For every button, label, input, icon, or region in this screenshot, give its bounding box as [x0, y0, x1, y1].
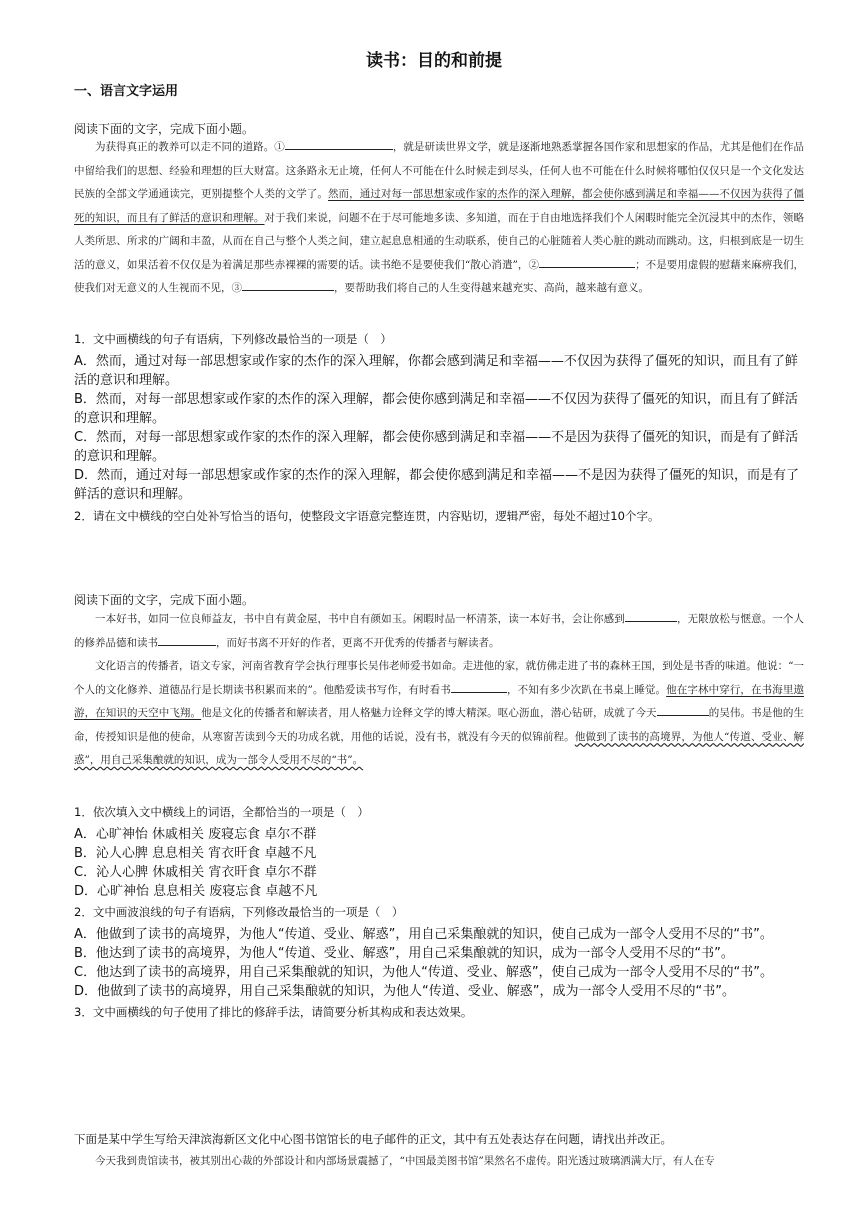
- passage-paragraph: [74, 136, 804, 301]
- passage-text: ；不是要用虚假的慰藉来麻痹我们，使我们对无意义的人生视而不见，③: [74, 258, 805, 294]
- option-d[interactable]: D．他做到了读书的高境界，用自己采集酿就的知识，为他人“传道、受业、解惑”，成为一部令人受用不尽的“书”。: [74, 984, 735, 999]
- passage-paragraph: [74, 655, 804, 773]
- question-1: 1．依次填入文中横线上的词语，全都恰当的一项是（ ）: [74, 805, 369, 819]
- fill-blank-1[interactable]: [285, 137, 393, 150]
- fill-blank-3[interactable]: [451, 680, 507, 693]
- fill-blank-2[interactable]: [539, 255, 635, 268]
- option-d[interactable]: D．然而，通过对每一部思想家或作家的杰作的深入理解，都会使你感到满足和幸福——不是因为获得了僵死的知识，而是有了鲜活的意识和理解。: [74, 468, 800, 502]
- part3-intro: 下面是某中学生写给天津滨海新区文化中心图书馆馆长的电子邮件的正文，其中有五处表达存在问题，请找出并改正。: [74, 1132, 672, 1146]
- fill-blank-2[interactable]: [158, 633, 216, 646]
- option-a[interactable]: A．他做到了读书的高境界，为他人“传道、受业、解惑”，用自己采集酿就的知识，使自己成为一部令人受用不尽的“书”。: [74, 927, 773, 942]
- passage-text: 他是文化的传播者和解读者，用人格魅力诠释文学的博大精深。呕心沥血，潜心钻研，成就了今天: [201, 707, 657, 719]
- passage-text: ，要帮助我们将自己的人生变得越来越充实、高尚，越来越有意义。: [334, 282, 649, 294]
- option-b[interactable]: B．沁人心脾 息息相关 宵衣旰食 卓越不凡: [74, 846, 317, 861]
- question-2: 2．请在文中横线的空白处补写恰当的语句，使整段文字语意完整连贯，内容贴切，逻辑严密，每处不超过10个字。: [74, 509, 660, 523]
- option-c[interactable]: C．沁人心脾 休戚相关 宵衣旰食 卓尔不群: [74, 865, 317, 880]
- question-1: 1．文中画横线的句子有语病，下列修改最恰当的一项是（ ）: [74, 332, 392, 346]
- passage-paragraph: 今天我到贵馆读书，被其别出心裁的外部设计和内部场景震撼了，“中国最美图书馆”果然名不虚传。阳光透过玻璃洒满大厅，有人在专: [95, 1155, 715, 1167]
- fill-blank-3[interactable]: [242, 278, 334, 291]
- question-3: 3．文中画横线的句子使用了排比的修辞手法，请简要分析其构成和表达效果。: [74, 1005, 473, 1019]
- fill-blank-4[interactable]: [657, 703, 709, 716]
- underlined-sentence: 他在字林中穿行，在书海里遨游，在知识的天空中飞翔。: [74, 683, 804, 719]
- wavy-underlined-sentence: 他做到了读书的高境界，为他人“传道、受业、解惑”，用自己采集酿就的知识，成为一部令人受用不尽的“书”。: [74, 730, 804, 766]
- passage-text: 的吴伟。书是他的生命，传授知识是他的使命，从寒窗苦读到今天的功成名就，用他的话说，没有书，就没有今天的似锦前程。: [74, 707, 804, 743]
- question-2: 2．文中画波浪线的句子有语病，下列修改最恰当的一项是（ ）: [74, 905, 404, 919]
- passage-text: ，不知有多少次趴在书桌上睡觉。: [506, 683, 667, 696]
- passage-paragraph: [74, 608, 804, 655]
- option-c[interactable]: C．然而，对每一部思想家或作家的杰作的深入理解，都会使你感到满足和幸福——不是因为获得了僵死的知识，而是有了鲜活的意识和理解。: [74, 430, 799, 464]
- document-title: 读书：目的和前提: [366, 51, 502, 71]
- underlined-sentence: 然而，通过对每一部思想家或作家的杰作的深入理解，都会使你感到满足和幸福——不仅因为获得了僵死的知识，而且有了鲜活的意识和理解。: [74, 188, 804, 224]
- part2-questions: [74, 803, 804, 1022]
- option-b[interactable]: B．他达到了读书的高境界，为他人“传道、受业、解惑”，用自己采集酿就的知识，成为一部令人受用不尽的“书”。: [74, 946, 734, 961]
- passage-text: ，无限放松与惬意。一个人的修养品德和读书: [74, 613, 805, 649]
- option-a[interactable]: A．心旷神怡 休戚相关 废寝忘食 卓尔不群: [74, 827, 317, 842]
- part2-intro: 阅读下面的文字，完成下面小题。: [74, 593, 255, 607]
- part1-questions: [74, 330, 804, 526]
- part1-intro: 阅读下面的文字，完成下面小题。: [74, 122, 255, 136]
- section-heading: 一、语言文字运用: [74, 84, 179, 99]
- passage-text: ，而好书离不开好的作者，更离不开优秀的传播者与解读者。: [216, 636, 500, 649]
- part3-passage: [74, 1150, 804, 1174]
- part1-passage: [74, 136, 804, 301]
- part2-passage: [74, 608, 804, 773]
- option-a[interactable]: A．然而，通过对每一部思想家或作家的杰作的深入理解，你都会感到满足和幸福——不仅因为获得了僵死的知识，而且有了鲜活的意识和理解。: [74, 354, 798, 388]
- passage-text: ，就是研读世界文学，就是逐渐地熟悉掌握各国作家和思想家的作品，尤其是他们在作品中留给我们的思想、经验和理想的巨大财富。这条路永无止境，任何人不可能在什么时候走到尽头，任何人也不可能在什么时候将哪怕仅仅只是一个文化发达民族的全部文学通通读完，更别提整个人类的文学了。: [74, 141, 805, 200]
- option-c[interactable]: C．他达到了读书的高境界，用自己采集酿就的知识，为他人“传道、受业、解惑”，使自己成为一部令人受用不尽的“书”。: [74, 965, 774, 980]
- passage-text: 为获得真正的教养可以走不同的道路。①: [95, 141, 285, 153]
- option-d[interactable]: D．心旷神怡 息息相关 废寝忘食 卓越不凡: [74, 884, 318, 899]
- fill-blank-1[interactable]: [625, 609, 677, 622]
- option-b[interactable]: B．然而，对每一部思想家或作家的杰作的深入理解，都会使你感到满足和幸福——不仅因为获得了僵死的知识，而且有了鲜活的意识和理解。: [74, 392, 798, 426]
- passage-text: 文化语言的传播者，语文专家，河南省教育学会执行理事长吴伟老师爱书如命。走进他的家，就仿佛走进了书的森林王国，到处是书香的味道。他说：“一个人的文化修养、道德品行是长期读书积累而来的”。他酷爱读书写作，有时看书: [74, 660, 804, 696]
- passage-text: 对于我们来说，问题不在于尽可能地多读、多知道，而在于自由地选择我们个人闲暇时能完全沉浸其中的杰作，领略人类所思、所求的广阔和丰盈，从而在自己与整个人类之间，建立起息息相通的生动联系，使自己的心脏随着人类心脏的跳动而跳动。这，归根到底是一切生活的意义，如果活着不仅仅是为着满足那些赤裸裸的需要的话。读书绝不是要使我们“散心消遣”，②: [74, 211, 805, 271]
- passage-text: 一本好书，如同一位良师益友，书中自有黄金屋，书中自有颜如玉。闲暇时品一杯清茶，读一本好书，会让你感到: [95, 613, 625, 625]
